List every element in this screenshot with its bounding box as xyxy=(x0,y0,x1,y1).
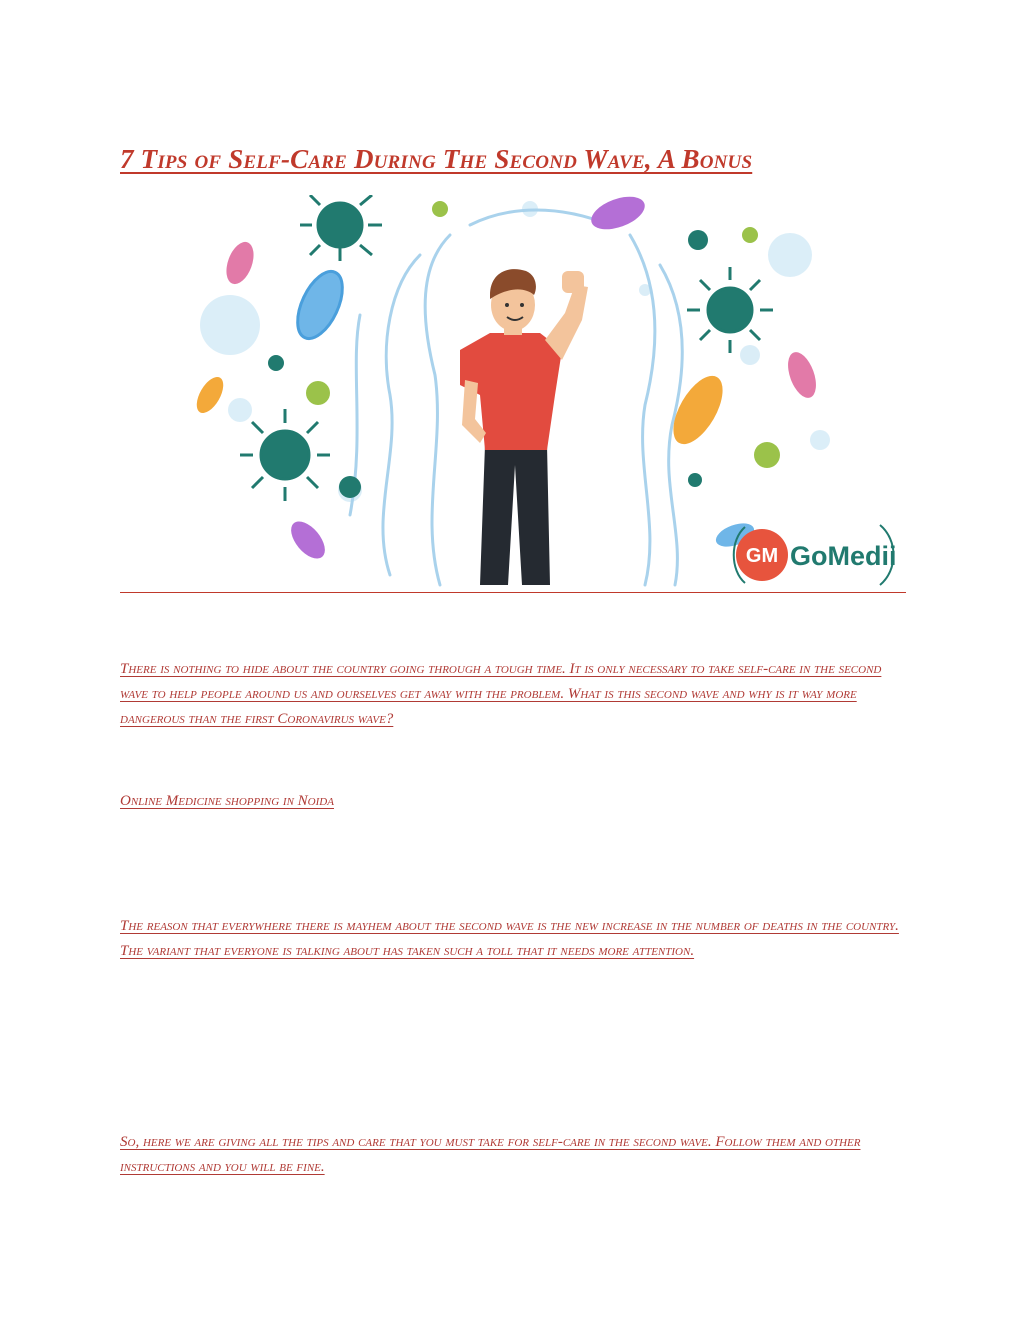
gomedii-logo xyxy=(734,525,897,585)
virus-teal-3 xyxy=(687,267,773,353)
hero-illustration xyxy=(190,195,905,591)
bacteria-orange-1 xyxy=(191,373,228,418)
bacteria-purple-2 xyxy=(285,515,332,564)
logo-monogram: GM xyxy=(745,545,779,567)
virus-teal-1 xyxy=(300,195,382,261)
bacteria-blue xyxy=(288,265,351,345)
man-figure xyxy=(460,269,588,585)
reason-paragraph: The reason that everywhere there is mayhem about the second wave is the new increase in the number of deaths in the country. The variant that everyone is talking about has taken such a toll that it needs more attention. xyxy=(120,918,899,959)
bacteria-pink-2 xyxy=(783,348,822,401)
bacteria-pink-1 xyxy=(221,238,259,288)
intro-paragraph: There is nothing to hide about the country going through a tough time. It is only necessary to take self-care in the second wave to help people around us and ourselves get away with the problem. What is this second wave and why is it way more dangerous than the first Coronavirus wave? xyxy=(120,661,882,727)
bacteria-orange-2 xyxy=(663,368,732,452)
section-divider xyxy=(120,592,906,593)
tips-intro-paragraph: So, here we are giving all the tips and care that you must take for self-care in the second wave. Follow them and other instructions and you will be fine. xyxy=(120,1134,861,1175)
logo-wordmark: GoMedii xyxy=(790,541,897,571)
document-title: 7 Tips of Self-Care During The Second Wave, A Bonus xyxy=(120,144,753,174)
bacteria-purple-1 xyxy=(587,195,649,236)
virus-teal-2 xyxy=(240,409,330,501)
online-medicine-link[interactable]: Online Medicine shopping in Noida xyxy=(120,793,334,809)
paragraph-link[interactable] xyxy=(120,789,900,814)
